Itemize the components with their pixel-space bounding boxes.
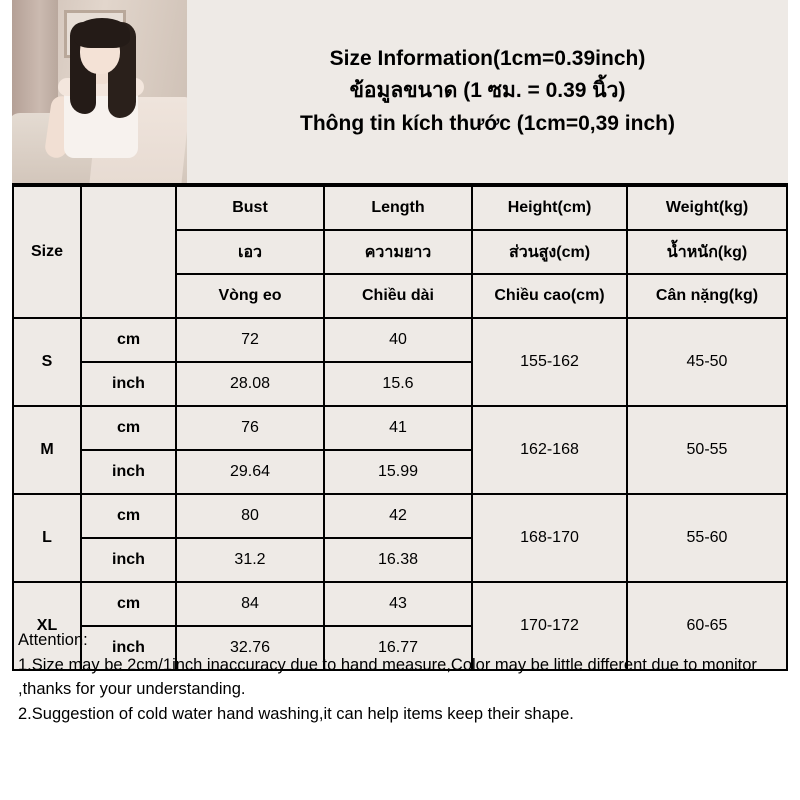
title-vietnamese: Thông tin kích thước (1cm=0,39 inch) [300,111,675,135]
row-unit-cm: cm [81,494,176,538]
xl-length-inch: 16.77 [324,626,472,670]
attention-heading: Attention: [18,631,88,649]
s-weight: 45-50 [627,318,787,406]
row-unit-inch: inch [81,538,176,582]
table-row [13,318,787,362]
m-weight: 50-55 [627,406,787,494]
xl-bust-inch: 32.76 [176,626,324,670]
col-height-th: ส่วนสูง(cm) [472,230,627,274]
col-bust-vi: Vòng eo [176,274,324,318]
m-bust-inch: 29.64 [176,450,324,494]
row-unit-inch: inch [81,626,176,670]
l-length-inch: 16.38 [324,538,472,582]
m-height: 162-168 [472,406,627,494]
s-bust-inch: 28.08 [176,362,324,406]
photo-model-hair-top [74,18,130,48]
col-weight-en: Weight(kg) [627,186,787,230]
col-weight-vi: Cân nặng(kg) [627,274,787,318]
col-length-vi: Chiều dài [324,274,472,318]
header-band [12,0,788,185]
col-bust-th: เอว [176,230,324,274]
row-unit-inch: inch [81,362,176,406]
l-weight: 55-60 [627,494,787,582]
xl-weight: 60-65 [627,582,787,670]
col-weight-th: น้ำหนัก(kg) [627,230,787,274]
attention-line-2: 2.Suggestion of cold water hand washing,it can help items keep their shape. [18,704,574,723]
m-length-inch: 15.99 [324,450,472,494]
s-bust-cm: 72 [176,318,324,362]
xl-bust-cm: 84 [176,582,324,626]
xl-length-cm: 43 [324,582,472,626]
m-bust-cm: 76 [176,406,324,450]
col-height-vi: Chiều cao(cm) [472,274,627,318]
xl-height: 170-172 [472,582,627,670]
title-block [187,0,788,183]
s-length-cm: 40 [324,318,472,362]
m-length-cm: 41 [324,406,472,450]
row-unit-cm: cm [81,318,176,362]
col-length-en: Length [324,186,472,230]
row-unit-cm: cm [81,406,176,450]
col-height-en: Height(cm) [472,186,627,230]
row-unit-cm: cm [81,582,176,626]
row-size-m: M [13,406,81,494]
product-photo [12,0,187,183]
row-size-l: L [13,494,81,582]
l-length-cm: 42 [324,494,472,538]
title-thai: ข้อมูลขนาด (1 ซม. = 0.39 นิ้ว) [349,79,626,103]
s-height: 155-162 [472,318,627,406]
attention-line-1: 1.Size may be 2cm/1inch inaccuracy due to hand measure,Color may be little different due to monitor ,thanks for your understanding. [18,655,757,698]
attention-block [12,623,788,728]
row-size-s: S [13,318,81,406]
row-unit-inch: inch [81,450,176,494]
table-header-row-en [13,186,787,230]
s-length-inch: 15.6 [324,362,472,406]
col-bust-en: Bust [176,186,324,230]
table-row [13,406,787,450]
l-bust-cm: 80 [176,494,324,538]
unit-header-cell [81,186,176,318]
l-bust-inch: 31.2 [176,538,324,582]
row-size-xl: XL [13,582,81,670]
l-height: 168-170 [472,494,627,582]
size-table [12,185,788,671]
table-row [13,582,787,626]
col-length-th: ความยาว [324,230,472,274]
title-english: Size Information(1cm=0.39inch) [329,46,646,70]
table-row [13,494,787,538]
size-header-cell: Size [13,186,81,318]
